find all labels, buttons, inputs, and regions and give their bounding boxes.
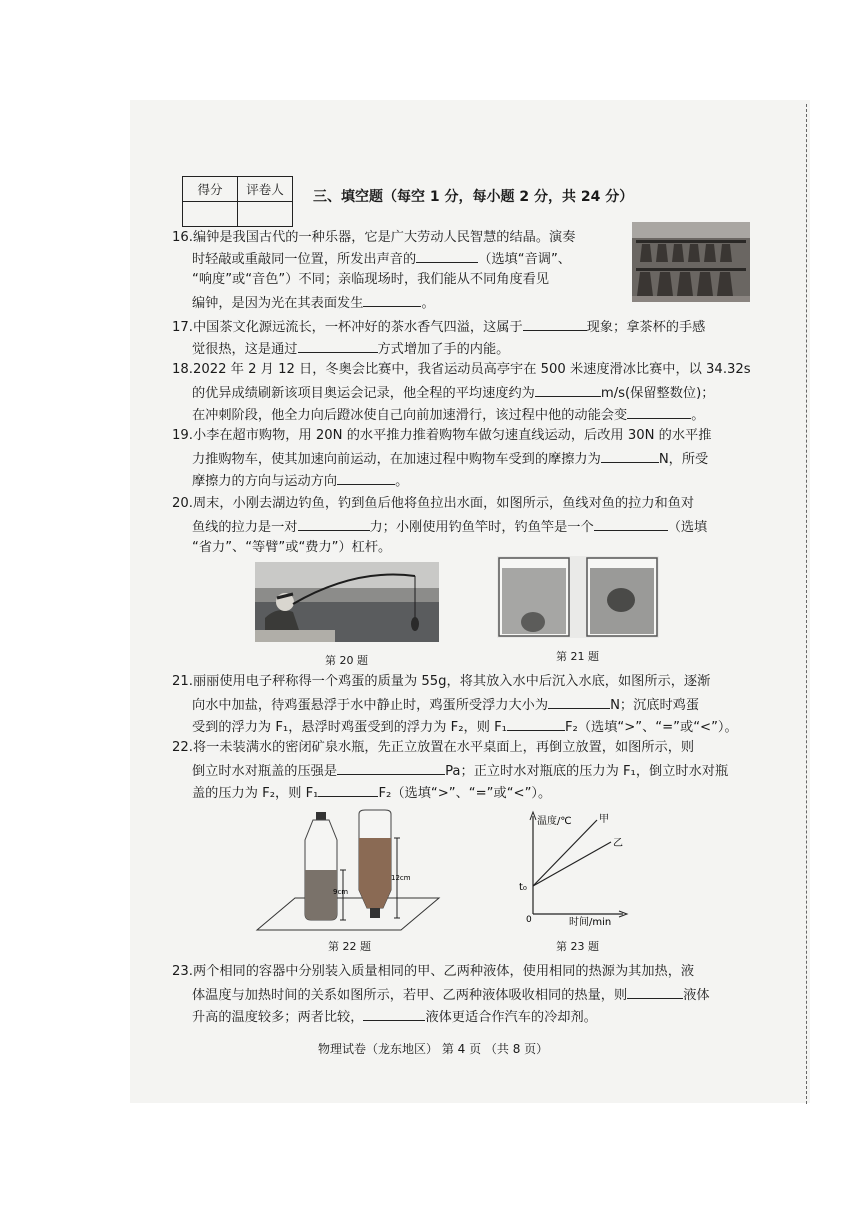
caption-20: 第 20 题: [325, 654, 368, 667]
fishing-figure: [255, 562, 439, 642]
q16-line3: “响度”或“音色”）不同；亲临现场时，我们能从不同角度看见: [192, 272, 550, 287]
q20-line3: “省力”、“等臂”或“费力”）杠杆。: [192, 540, 392, 555]
caption-22: 第 22 题: [328, 940, 371, 953]
q17-line2: 觉很热，这是通过 方式增加了手的内能。: [192, 338, 509, 360]
score-header: 得分: [183, 177, 238, 202]
grader-cell: [238, 202, 293, 227]
q20-line2: 鱼线的拉力是一对 力；小刚使用钓鱼竿时，钓鱼竿是一个 （选填: [192, 516, 707, 538]
label-yi: 乙: [613, 838, 623, 849]
section-title: 三、填空题（每空 1 分，每小题 2 分，共 24 分）: [313, 189, 634, 205]
q16-line2: 时轻敲或重敲同一位置，所发出声音的 （选填“音调”、: [192, 248, 571, 270]
q18-line3: 在冲刺阶段，他全力向后蹬冰使自己向前加速滑行，该过程中他的动能会变 。: [192, 404, 704, 426]
q22-line2: 倒立时水对瓶盖的压强是 Pa；正立时水对瓶底的压力为 F₁，倒立时水对瓶: [192, 760, 728, 782]
bottles-figure: [255, 808, 441, 934]
bottle-cap: [316, 812, 326, 820]
q18-line2: 的优异成绩刷新该项目奥运会记录，他全程的平均速度约为 m/s(保留整数位)；: [192, 382, 714, 404]
x-axis-label: 时间/min: [569, 917, 612, 926]
page-footer: 物理试卷（龙东地区） 第 4 页 （共 8 页）: [318, 1042, 549, 1056]
fold-line: [806, 104, 807, 1104]
q19-line2: 力推购物车，使其加速向前运动，在加速过程中购物车受到的摩擦力为 N，所受: [192, 448, 708, 470]
height-label-upright: 9cm: [333, 888, 349, 896]
t0-label: t₀: [519, 882, 527, 893]
q16-line4: 编钟，是因为光在其表面发生 。: [192, 292, 435, 314]
q20-line1: 20.周末，小刚去湖边钓鱼，钓到鱼后他将鱼拉出水面，如图所示，鱼线对鱼的拉力和鱼对: [172, 496, 695, 511]
caption-21: 第 21 题: [556, 650, 599, 663]
label-jia: 甲: [599, 814, 609, 825]
score-table: [182, 176, 293, 227]
grader-header: 评卷人: [238, 177, 293, 202]
q21-line2: 向水中加盐，待鸡蛋悬浮于水中静止时，鸡蛋所受浮力大小为 N；沉底时鸡蛋: [192, 694, 699, 716]
q21-line3: 受到的浮力为 F₁，悬浮时鸡蛋受到的浮力为 F₂，则 F₁ F₂（选填“>”、“=”或“<”）。: [192, 716, 738, 738]
q23-line2: 体温度与加热时间的关系如图所示，若甲、乙两种液体吸收相同的热量，则 液体: [192, 984, 710, 1006]
y-axis-label: 温度/℃: [537, 816, 572, 827]
caption-23: 第 23 题: [556, 940, 599, 953]
origin-label: 0: [526, 915, 532, 925]
q19-line1: 19.小李在超市购物，用 20N 的水平推力推着购物车做匀速直线运动，后改用 30N 的水平推: [172, 428, 712, 443]
line-jia: [533, 820, 597, 886]
height-label-inverted: 12cm: [391, 874, 411, 882]
q23-line3: 升高的温度较多；两者比较， 液体更适合作汽车的冷却剂。: [192, 1006, 597, 1028]
q17-line1: 17.中国茶文化源远流长，一杯冲好的茶水香气四溢，这属于 现象；拿茶杯的手感: [172, 316, 705, 338]
line-yi: [533, 842, 611, 886]
q18-line1: 18.2022 年 2 月 12 日，冬奥会比赛中，我省运动员高亭宇在 500 米速度滑冰比赛中，以 34.32s: [172, 362, 751, 377]
score-cell: [183, 202, 238, 227]
temperature-time-graph: [515, 808, 639, 926]
bianzhong-photo: [632, 222, 750, 302]
q16-line1: 16.编钟是我国古代的一种乐器，它是广大劳动人民智慧的结晶。演奏: [172, 230, 576, 245]
eggs-in-water-figure: [497, 556, 659, 638]
q19-line3: 摩擦力的方向与运动方向 。: [192, 470, 408, 492]
q21-line1: 21.丽丽使用电子秤称得一个鸡蛋的质量为 55g，将其放入水中后沉入水底，如图所示，逐渐: [172, 674, 711, 689]
q23-line1: 23.两个相同的容器中分别装入质量相同的甲、乙两种液体，使用相同的热源为其加热，液: [172, 964, 695, 979]
q22-line1: 22.将一未装满水的密闭矿泉水瓶，先正立放置在水平桌面上，再倒立放置，如图所示，则: [172, 740, 695, 755]
q22-line3: 盖的压力为 F₂，则 F₁ F₂（选填“>”、“=”或“<”）。: [192, 782, 551, 804]
